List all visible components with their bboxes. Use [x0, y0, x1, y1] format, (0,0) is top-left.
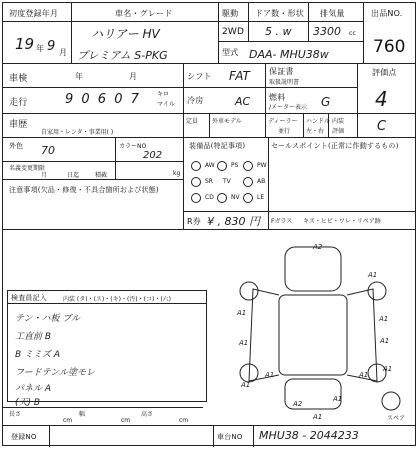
damage-mark-11: A1: [265, 371, 275, 379]
recycle-value: ¥ , 830 円: [207, 215, 260, 228]
spare-label: スペア: [387, 415, 406, 422]
manual-label: 取扱説明書: [269, 79, 300, 86]
spare-tire: [382, 392, 400, 410]
month-suffix: 月: [59, 48, 68, 57]
note-item-6: (天) B: [15, 398, 41, 408]
history-options: 自家用・レンタ・事業用( ): [41, 129, 114, 136]
history-label: 車歴: [9, 120, 28, 130]
capacity-label: 定員: [186, 118, 199, 125]
damage-mark-5: A1: [239, 339, 249, 347]
width-label: 幅: [79, 411, 86, 418]
wheel-front-left: [240, 282, 258, 300]
note-item-4: フードテンル塗モレ: [15, 368, 96, 378]
wheel-front-right: [368, 282, 386, 300]
exterior-color-value: 70: [41, 144, 55, 157]
mileage-value: 9 0 6 0 7: [65, 92, 141, 107]
damage-mark-12: A1: [359, 371, 369, 379]
fuel-meter-label: /メーター表示: [269, 104, 308, 111]
drive-label: 駆動: [222, 9, 239, 18]
damage-mark-3: A1: [237, 309, 247, 317]
equip-nv: NV: [231, 194, 240, 201]
equip-le-mark: [243, 193, 253, 203]
width-unit: cm: [121, 417, 131, 424]
lot-number: 760: [373, 37, 406, 57]
damage-mark-13: A1: [333, 395, 343, 403]
exterior-color-label: 外色: [9, 142, 23, 150]
handle-options: 左・右: [306, 128, 325, 135]
length-unit: cm: [63, 417, 73, 424]
selling-point-label: セールスポイント(正常に作動するもの): [271, 142, 399, 150]
note-item-3: B ミミズ A: [15, 350, 61, 360]
chassis-no-label: 車台NO: [217, 433, 243, 441]
fuel-label: 燃料: [269, 93, 286, 102]
damage-mark-6: A1: [380, 337, 390, 345]
equip-ab-mark: [243, 177, 253, 187]
shaken-year-label: 年: [75, 72, 84, 81]
shift-label: シフト: [187, 72, 212, 81]
equipment-label: 装備品(特記事項): [189, 142, 246, 150]
ac-value: AC: [235, 95, 251, 108]
equip-ps-mark: [217, 161, 227, 171]
title-change-label: 名義変更期限: [9, 165, 46, 172]
warranty-label: 保証書: [269, 67, 294, 76]
length-label: 長さ: [9, 411, 22, 418]
mile-label: マイル: [157, 101, 175, 108]
equip-le: LE: [257, 194, 265, 201]
equip-cd-mark: [191, 193, 201, 203]
note-item-2: 工直前 B: [15, 332, 52, 342]
title-day-label: 日迄: [67, 172, 80, 179]
import-model-label: 外車モデル: [212, 118, 242, 125]
damage-mark-8: A1: [241, 381, 251, 389]
interior-value: C: [377, 119, 387, 134]
equip-pw: PW: [257, 162, 267, 169]
recycle-label: R券: [187, 217, 201, 226]
car-roof-outline: [279, 295, 347, 375]
interior-label: 内装: [332, 118, 345, 125]
equip-aw-mark: [191, 161, 201, 171]
parallel-label: 並行: [278, 128, 291, 135]
year-suffix: 年: [36, 44, 45, 53]
doors-value: 5 . w: [265, 25, 292, 38]
displacement-label: 排気量: [320, 9, 345, 18]
displacement-value: 3300: [313, 25, 341, 38]
interior-legend: 内装 (タ)・(ス)・(キ)・(汚)・(コ)・(六): [63, 296, 171, 303]
cc-unit: cc: [349, 30, 356, 37]
color-no-label: カラーNO: [119, 143, 147, 150]
registration-year: 19: [15, 35, 35, 53]
kg-label: kg: [173, 170, 181, 177]
equip-sr: SR: [205, 178, 213, 185]
first-registration-label: 初度登録年月: [9, 9, 59, 18]
grade-value: プレミアム S-PKG: [77, 49, 168, 62]
mileage-label: 走行: [9, 98, 28, 108]
type-value: DAA- MHU38w: [249, 48, 329, 61]
inspector-label: 検査員記入: [11, 294, 47, 302]
glass-label: Fガラス: [271, 218, 293, 225]
damage-mark-7: A1: [383, 365, 393, 373]
registration-no-label: 登録NO: [11, 433, 37, 441]
load-label: 積載: [95, 172, 108, 179]
car-left-side: [249, 289, 279, 381]
registration-month: 9: [47, 39, 56, 54]
equip-aw: AW: [205, 162, 215, 169]
caution-label: 注意事項(欠品・修復・不具合箇所および状態): [9, 186, 159, 194]
doors-label: ドア数・形状: [255, 9, 304, 18]
shaken-label: 車検: [9, 74, 28, 84]
color-no-value: 202: [143, 150, 163, 161]
model-grade-label: 車名・グレード: [115, 9, 173, 18]
note-item-1: テン・ハ板 ブル: [15, 314, 81, 324]
handle-label: ハンドル: [306, 118, 331, 125]
equip-ab: AB: [257, 178, 266, 185]
fuel-value: G: [321, 95, 331, 109]
height-label: 高さ: [141, 411, 154, 418]
car-right-side: [347, 289, 377, 381]
car-hood-outline: [285, 247, 341, 291]
score-value: 4: [375, 87, 388, 111]
shaken-month-label: 月: [129, 72, 138, 81]
equip-pw-mark: [243, 161, 253, 171]
title-month-label: 月: [41, 172, 48, 179]
equip-cd: CD: [205, 194, 214, 201]
interior-score-label: 評価: [332, 128, 345, 135]
km-label: キロ: [157, 91, 170, 98]
score-label: 評価点: [372, 68, 397, 77]
equip-ps: PS: [231, 162, 239, 169]
height-unit: cm: [179, 417, 189, 424]
equip-sr-mark: [191, 177, 201, 187]
chassis-no-value: MHU38 - 2044233: [259, 429, 359, 442]
damage-mark-1: A2: [313, 243, 323, 251]
ac-label: 冷房: [187, 96, 204, 105]
shift-value: FAT: [229, 69, 250, 83]
damage-mark-9: A2: [293, 400, 303, 408]
damage-mark-4: A1: [379, 315, 389, 323]
equip-nv-mark: [217, 193, 227, 203]
equip-tv: TV: [223, 178, 231, 185]
damage-mark-2: A1: [368, 271, 378, 279]
glass-options: キズ・ヒビ・ワレ・リペア跡: [303, 218, 381, 225]
lot-number-label: 出品NO.: [371, 9, 403, 18]
model-value: ハリアー HV: [91, 27, 160, 41]
note-item-5: パネル A: [15, 384, 52, 394]
damage-mark-10: A1: [313, 413, 323, 421]
type-label: 型式: [222, 48, 239, 57]
drive-value: 2WD: [222, 27, 245, 37]
car-damage-diagram: [213, 233, 413, 423]
dealer-label: ディーラー: [268, 118, 298, 125]
auction-sheet: [2, 2, 416, 446]
